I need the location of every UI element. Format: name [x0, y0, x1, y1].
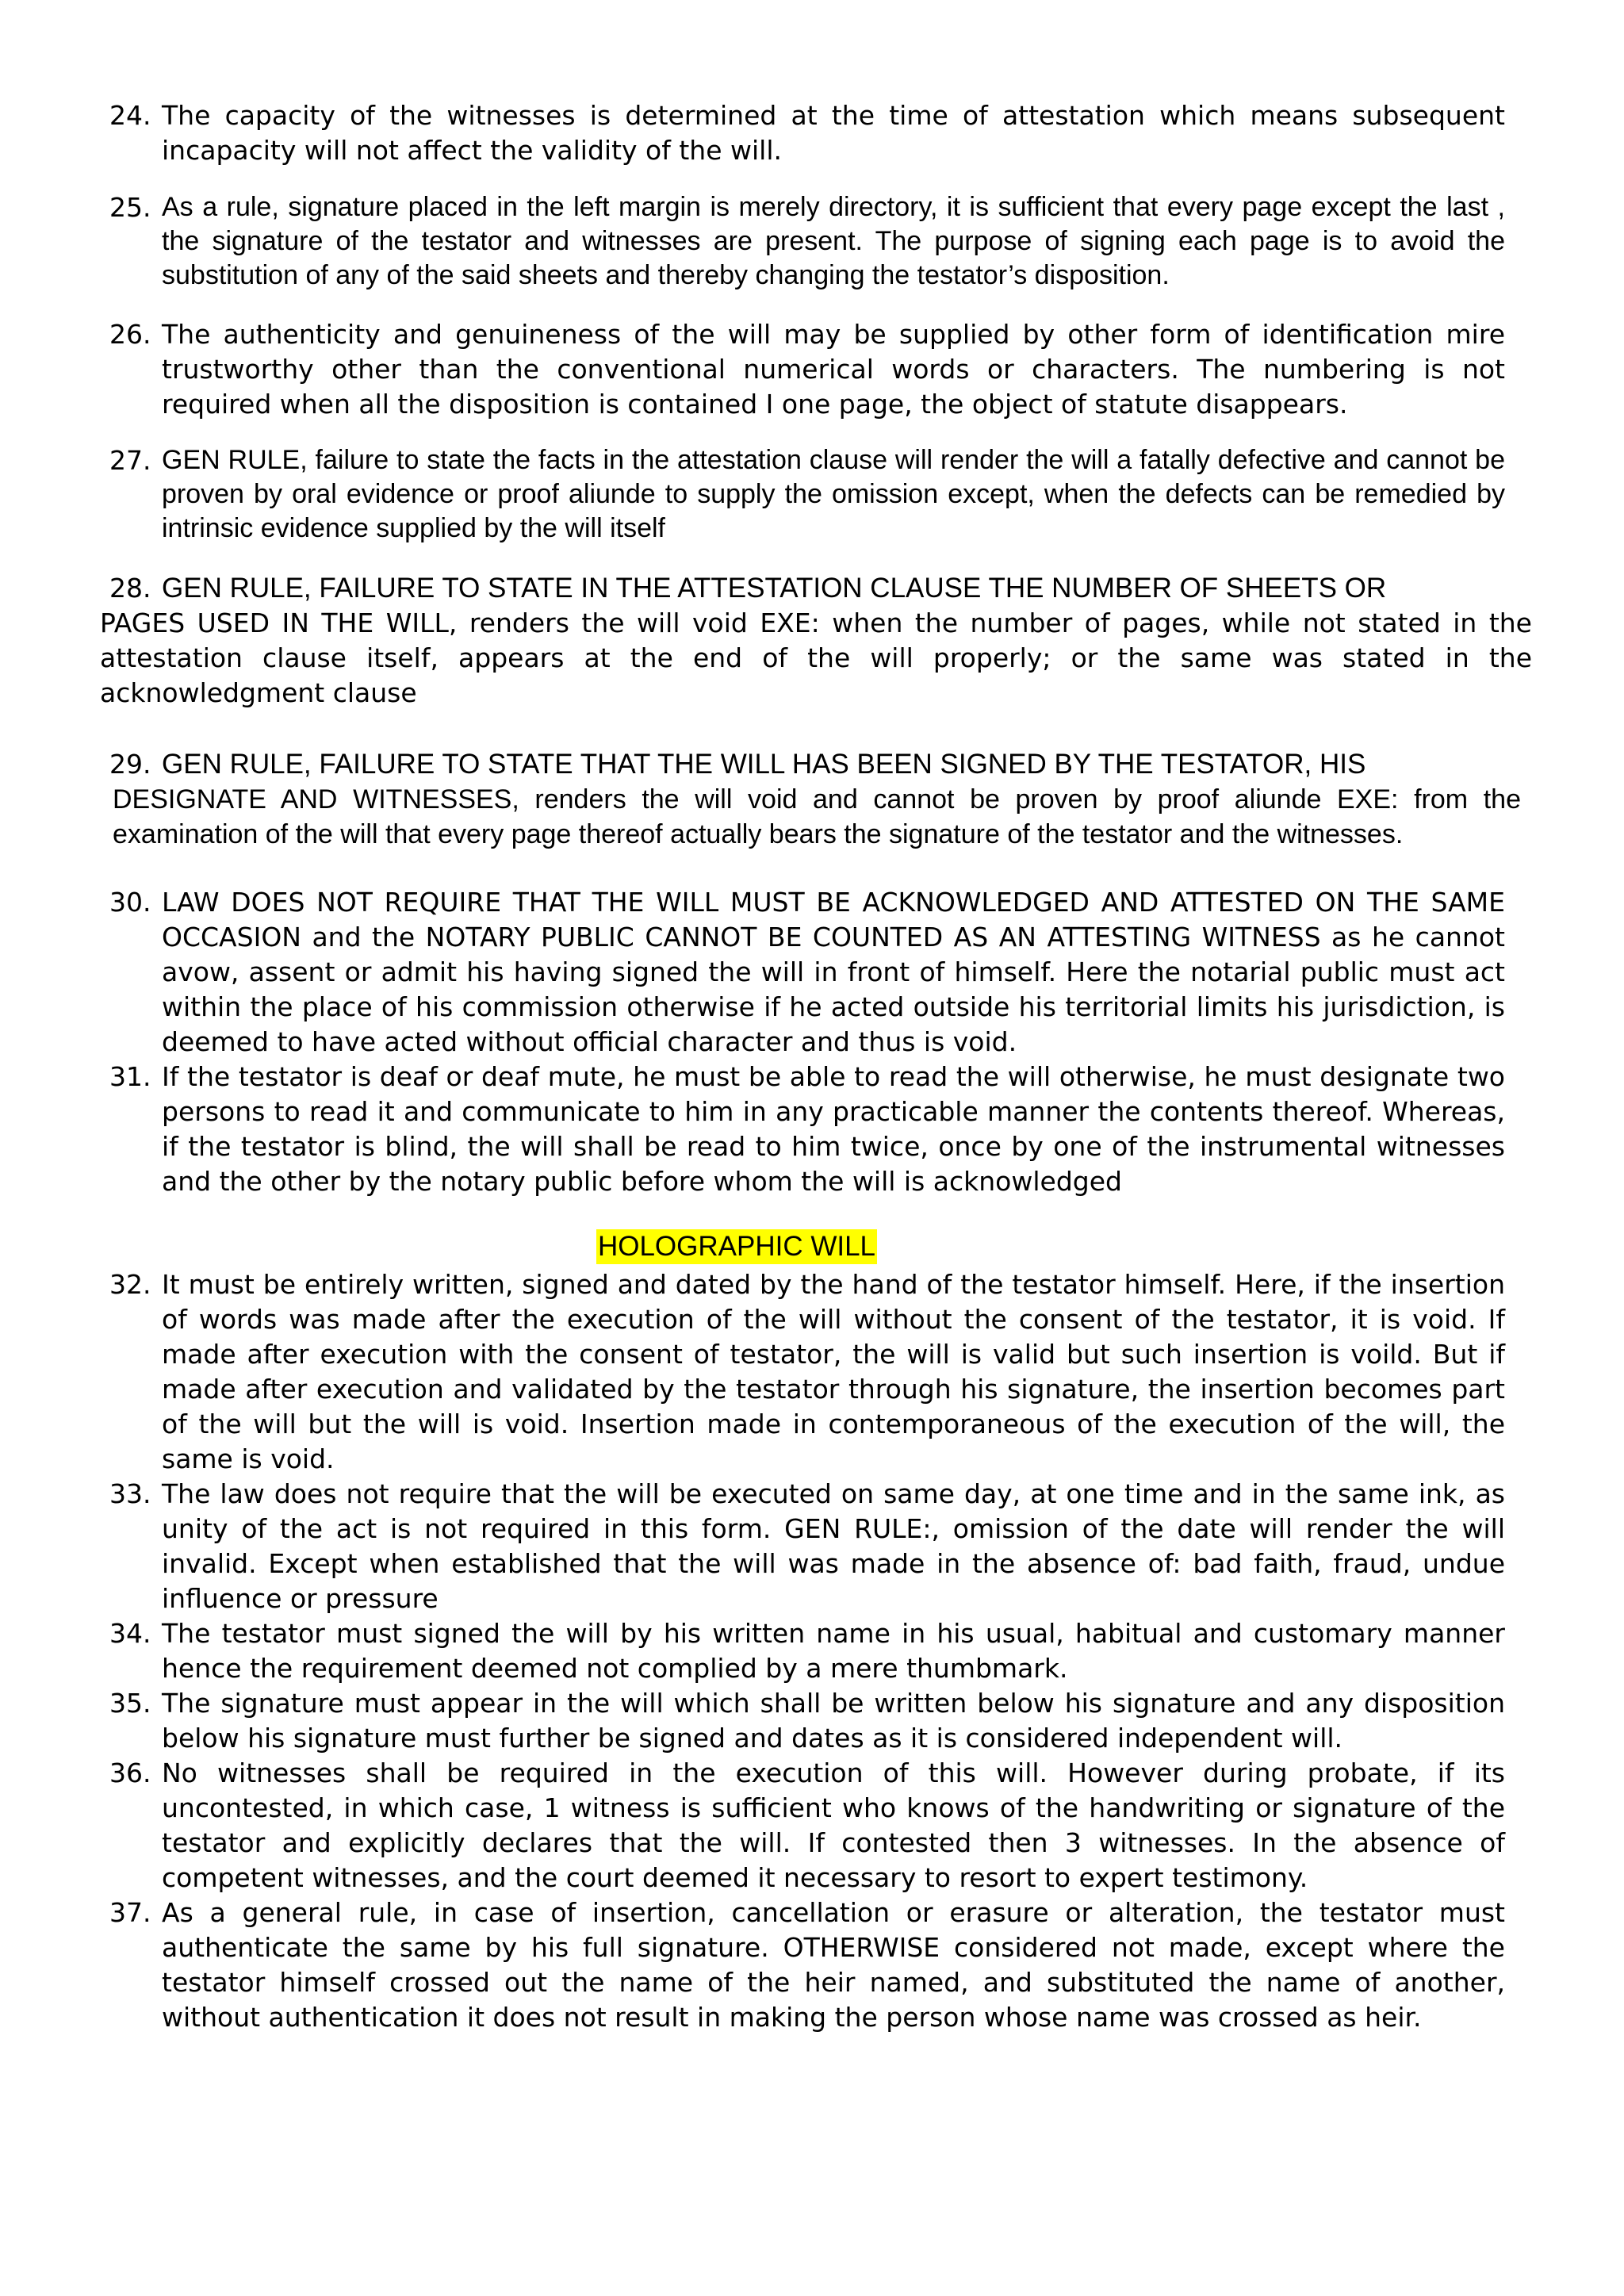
list-item-32 — [100, 1267, 1527, 1477]
list-item-31 — [100, 1060, 1527, 1199]
item-text: The signature must appear in the will which shall be written below his signature and any disposition below his signature must further be signed and dates as it is considered independent will. — [162, 1688, 1505, 1754]
item-number: 26. — [109, 319, 151, 350]
item-text: LAW DOES NOT REQUIRE THAT THE WILL MUST BE ACKNOWLEDGED AND ATTESTED ON THE SAME OCCASION and the NOTARY PUBLIC CANNOT BE COUNTED AS AN ATTESTING WITNESS as he cannot avow, assent or admit his having signed the will in front of himself. Here the notarial public must act within the place of his commission otherwise if he acted outside his territorial limits his jurisdiction, is deemed to have acted without official character and thus is void. — [162, 887, 1505, 1057]
list-item-29 — [100, 747, 1527, 852]
item-text: The law does not require that the will be executed on same day, at one time and in the same ink, as unity of the act is not required in this form. GEN RULE:, omission of the date will render the will invalid. Except when established that the will was made in the absence of: bad faith, fraud, undue influence or pressure — [162, 1478, 1505, 1614]
item-number: 35. — [109, 1688, 151, 1719]
item-number: 27. — [109, 445, 151, 476]
list-item-24 — [100, 98, 1527, 168]
list-item-34 — [100, 1616, 1527, 1686]
section-heading-holographic-will: HOLOGRAPHIC WILL — [596, 1229, 877, 1264]
list-item-27 — [100, 443, 1527, 546]
item-text: The testator must signed the will by his written name in his usual, habitual and customary manner hence the requirement deemed not complied by a mere thumbmark. — [162, 1618, 1505, 1684]
item-text: GEN RULE, failure to state the facts in the attestation clause will render the will a fatally defective and cannot be proven by oral evidence or proof aliunde to supply the omission except, when the defects can be remedied by intrinsic evidence supplied by the will itself — [162, 445, 1505, 543]
item-number: 37. — [109, 1897, 151, 1928]
item-number: 24. — [109, 100, 151, 131]
item-text: As a general rule, in case of insertion, cancellation or erasure or alteration, the testator must authenticate the same by his full signature. OTHERWISE considered not made, except where the testator himself crossed out the name of the heir named, and substituted the name of another, without authentication it does not result in making the person whose name was crossed as heir. — [162, 1897, 1505, 2033]
item-text: It must be entirely written, signed and dated by the hand of the testator himself. Here, if the insertion of words was made after the execution of the will without the consent of the testator, it is void. If made after execution with the consent of testator, the will is valid but such insertion is voild. But if made after execution and validated by the testator through his signature, the insertion becomes part of the will but the will is void. Insertion made in contemporaneous of the execution of the will, the same is void. — [162, 1269, 1505, 1474]
section-heading-row — [0, 1229, 1624, 1264]
item-number: 30. — [109, 887, 151, 918]
list-item-28 — [100, 571, 1532, 711]
list-item-30 — [100, 885, 1527, 1060]
list-item-35 — [100, 1686, 1527, 1756]
item-text-first-line: GEN RULE, FAILURE TO STATE IN THE ATTESTATION CLAUSE THE NUMBER OF SHEETS OR — [162, 573, 1387, 604]
item-number: 29. — [109, 749, 151, 780]
item-number: 32. — [109, 1269, 151, 1300]
item-number: 25. — [109, 192, 151, 223]
list-item-25 — [100, 190, 1527, 293]
item-number: 28. — [109, 573, 151, 604]
item-number: 31. — [109, 1061, 151, 1092]
item-text-continuation: DESIGNATE AND WITNESSES, renders the will void and cannot be proven by proof aliunde EXE: from the examination of the will that every page thereof actually bears the signature of the testator and the witnesses. — [113, 784, 1521, 849]
item-text-first-line: GEN RULE, FAILURE TO STATE THAT THE WILL HAS BEEN SIGNED BY THE TESTATOR, HIS — [162, 749, 1366, 780]
item-number: 34. — [109, 1618, 151, 1649]
item-number: 33. — [109, 1478, 151, 1509]
item-text: The authenticity and genuineness of the will may be supplied by other form of identification mire trustworthy other than the conventional numerical words or characters. The numbering is not required when all the disposition is contained I one page, the object of statute disappears. — [162, 319, 1505, 420]
item-number: 36. — [109, 1757, 151, 1788]
list-item-37 — [100, 1895, 1527, 2035]
list-item-33 — [100, 1477, 1527, 1616]
item-text: As a rule, signature placed in the left margin is merely directory, it is sufficient that every page except the last , the signature of the testator and witnesses are present. The purpose of signing each page is to avoid the substitution of any of the said sheets and thereby changing the testator’s disposition. — [162, 192, 1505, 290]
item-text-continuation: PAGES USED IN THE WILL, renders the will void EXE: when the number of pages, while not stated in the attestation clause itself, appears at the end of the will properly; or the same was stated in the acknowledgment clause — [100, 608, 1532, 708]
list-item-36 — [100, 1756, 1527, 1895]
list-item-26 — [100, 317, 1527, 422]
item-text: The capacity of the witnesses is determined at the time of attestation which means subsequent incapacity will not affect the validity of the will. — [162, 100, 1505, 166]
item-text: If the testator is deaf or deaf mute, he must be able to read the will otherwise, he must designate two persons to read it and communicate to him in any practicable manner the contents thereof. Whereas, if the testator is blind, the will shall be read to him twice, once by one of the instrumental witnesses and the other by the notary public before whom the will is acknowledged — [162, 1061, 1505, 1197]
item-text: No witnesses shall be required in the execution of this will. However during probate, if its uncontested, in which case, 1 witness is sufficient who knows of the handwriting or signature of the testator and explicitly declares that the will. If contested then 3 witnesses. In the absence of competent witnesses, and the court deemed it necessary to resort to expert testimony. — [162, 1757, 1505, 1893]
